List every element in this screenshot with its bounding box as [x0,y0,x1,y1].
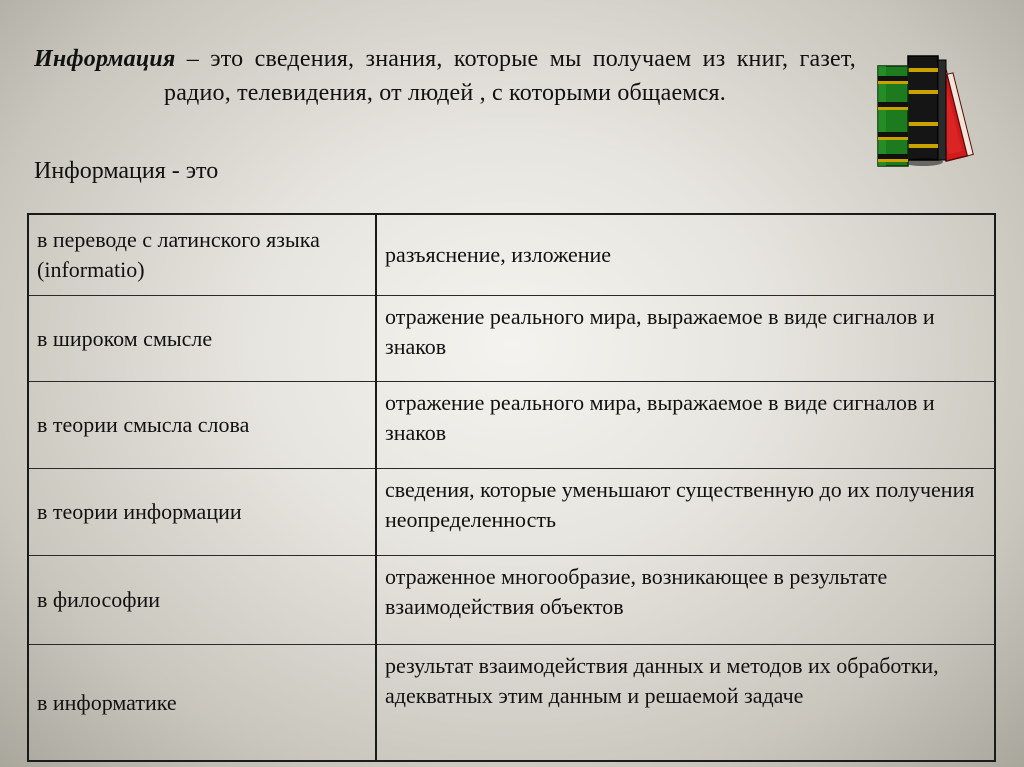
definition-paragraph [34,42,856,110]
definition-term: Информация [34,46,176,72]
table-cell-meaning: разъяснение, изложение [376,214,995,296]
table-cell-meaning: результат взаимодействия данных и методов их обработки, адекватных этим данным и решаемой задаче [376,645,995,762]
table-row [28,382,995,469]
table-cell-meaning: сведения, которые уменьшают существенную до их получения неопределенность [376,469,995,556]
table-row [28,645,995,762]
table-row [28,469,995,556]
table-cell-meaning: отражение реального мира, выражаемое в виде сигналов и знаков [376,296,995,382]
table-cell-context: в теории информации [28,469,376,556]
subheading: Информация - это [34,158,219,184]
table-cell-meaning: отражение реального мира, выражаемое в виде сигналов и знаков [376,382,995,469]
table-cell-context: в философии [28,556,376,645]
books-icon [874,50,994,172]
table-cell-context: в теории смысла слова [28,382,376,469]
table-cell-context: в широком смысле [28,296,376,382]
definition-text: – это сведения, знания, которые мы получаем из книг, газет, радио, телевидения, от людей , с которыми общаемся. [164,46,856,106]
table-row [28,214,995,296]
table-row [28,556,995,645]
table-cell-meaning: отраженное многообразие, возникающее в результате взаимодействия объектов [376,556,995,645]
table-row [28,296,995,382]
table-cell-context: в переводе с латинского языка (informatio) [28,214,376,296]
info-table [27,213,996,762]
table-cell-context: в информатике [28,645,376,762]
